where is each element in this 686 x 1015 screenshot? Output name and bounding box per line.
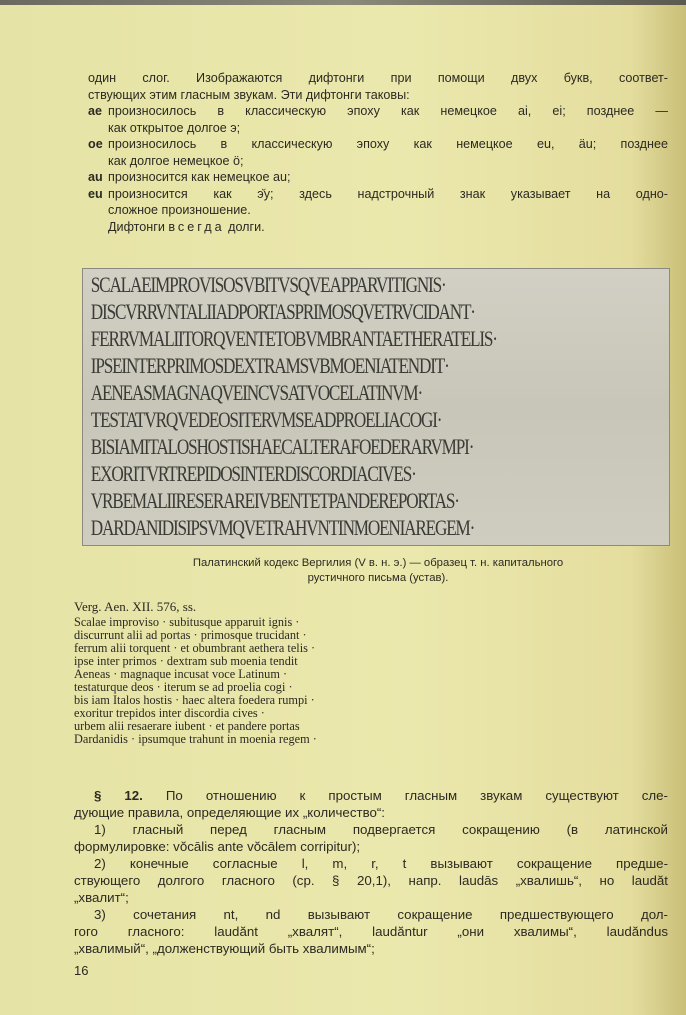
manuscript-line: BISIAMITALOSHOSTISHAECALTERAFOEDERARVMPI· bbox=[90, 434, 474, 459]
latin-line: ferrum alii torquent · et obumbrant aethera telis · bbox=[74, 641, 316, 655]
text-line: дующие правила, определяющие их „количество“: bbox=[74, 805, 386, 820]
manuscript-line: TESTATVRQVEDEOSITERVMSEADPROELIACOGI· bbox=[90, 407, 442, 432]
latin-line: discurrunt alii ad portas · primosque trucidant · bbox=[74, 628, 307, 642]
text-line: сложное произношение. bbox=[108, 203, 251, 217]
manuscript-line: FERRVMALIITORQVENTETOBVMBRANTAETHERATELIS· bbox=[90, 326, 497, 351]
manuscript-line: EXORITVRTREPIDOSINTERDISCORDIACIVES· bbox=[90, 461, 416, 486]
text-line: „хвалит“; bbox=[74, 890, 129, 905]
emphasized-text: всегда bbox=[168, 219, 225, 234]
manuscript-line: IPSEINTERPRIMOSDEXTRAMSVBMOENIATENDIT· bbox=[90, 353, 449, 378]
text-line: ствующих этим гласным звукам. Эти дифтонги таковы: bbox=[88, 87, 410, 102]
diphthong-label: oe bbox=[88, 137, 103, 151]
scan-top-edge bbox=[0, 0, 686, 5]
manuscript-line: DARDANIDISIPSVMQVETRAHVNTINMOENIAREGEM· bbox=[90, 515, 475, 540]
rule-1: 1) гласный перед гласным подвергается сокращению (в латинской bbox=[94, 822, 668, 837]
diphthong-section bbox=[88, 70, 668, 235]
manuscript-line: DISCVRRVNTALIIADPORTASPRIMOSQVETRVCIDANT· bbox=[90, 299, 475, 324]
diphthong-label: eu bbox=[88, 186, 103, 201]
diphthong-label: au bbox=[88, 170, 103, 184]
latin-reference: Verg. Aen. XII. 576, ss. bbox=[74, 599, 197, 614]
section-12 bbox=[74, 787, 668, 957]
latin-line: Aeneas · magnaque incusat voce Latinum · bbox=[74, 667, 288, 681]
page-number: 16 bbox=[74, 963, 89, 978]
diphthong-ae bbox=[88, 103, 668, 136]
diphthong-label: ae bbox=[88, 104, 103, 118]
closing-line bbox=[88, 219, 668, 236]
latin-line: urbem alii resaerare iubent · et pandere portas bbox=[74, 719, 300, 733]
latin-line: bis iam Italos hostis · haec altera foedera rumpi · bbox=[74, 693, 315, 707]
text-line: „хвалимый“, „долженствующий быть хвалимым“; bbox=[74, 941, 375, 956]
text: долги. bbox=[228, 219, 265, 234]
latin-line: ipse inter primos · dextram sub moenia tendit bbox=[74, 654, 298, 668]
text-line: один слог. Изображаются дифтонги при помощи двух букв, соответ- bbox=[88, 71, 668, 85]
diphthong-au bbox=[88, 169, 668, 186]
text-line: По отношению к простым гласным звукам существуют сле- bbox=[165, 788, 668, 803]
caption-line: Палатинский кодекс Вергилия (V в. н. э.) — образец т. н. капитального bbox=[192, 557, 564, 569]
text-line: как открытое долгое э; bbox=[108, 120, 241, 135]
latin-line: Dardanidis · ipsumque trahunt in moenia regem · bbox=[74, 732, 317, 746]
manuscript-line: VRBEMALIIRESERAREIVBENTETPANDEREPORTAS· bbox=[90, 488, 459, 513]
rule-2: 2) конечные согласные l, m, r, t вызывают сокращение предше- bbox=[94, 856, 668, 871]
text-line: формулировке: vŏcālis ante vŏcālem corripitur); bbox=[74, 839, 361, 854]
caption-line: рустичного письма (устав). bbox=[307, 572, 449, 584]
latin-line: testaturque deos · iterum se ad proelia cogi · bbox=[74, 680, 293, 694]
text-line: ствующего долгого гласного (ср. § 20,1), напр. laudās „хвалишь“, но laudăt bbox=[74, 873, 668, 888]
diphthong-eu bbox=[88, 186, 668, 219]
latin-line: Scalae improviso · subitusque apparuit ignis · bbox=[74, 615, 300, 629]
latin-transcription bbox=[74, 599, 317, 746]
text-line: произносится как немецкое au; bbox=[108, 170, 291, 184]
latin-line: exoritur trepidos inter discordia cives · bbox=[74, 706, 265, 720]
figure-caption bbox=[88, 556, 668, 586]
manuscript-line: AENEASMAGNAQVEINCVSATVOCELATINVM· bbox=[90, 380, 423, 405]
text: Дифтонги bbox=[108, 219, 165, 234]
manuscript-line: SCALAEIMPROVISOSVBITVSQVEAPPARVITIGNIS· bbox=[90, 272, 446, 297]
text-line: произносилось в классическую эпоху как немецкое ai, ei; позднее — bbox=[108, 104, 668, 118]
text-line: произносилось в классическую эпоху как немецкое eu, äu; позднее bbox=[108, 137, 668, 151]
text-line: как долгое немецкое ö; bbox=[108, 153, 244, 168]
diphthong-oe bbox=[88, 136, 668, 169]
text-line: произносится как э̆у; здесь надстрочный знак указывает на одно- bbox=[108, 186, 668, 201]
manuscript-image bbox=[82, 268, 670, 546]
rule-3: 3) сочетания nt, nd вызывают сокращение предшествующего дол- bbox=[94, 907, 668, 922]
text-line: гого гласного: laudănt „хвалят“, laudăntur „они хвалимы“, laudăndus bbox=[74, 924, 668, 939]
section-number: § 12. bbox=[94, 788, 143, 803]
